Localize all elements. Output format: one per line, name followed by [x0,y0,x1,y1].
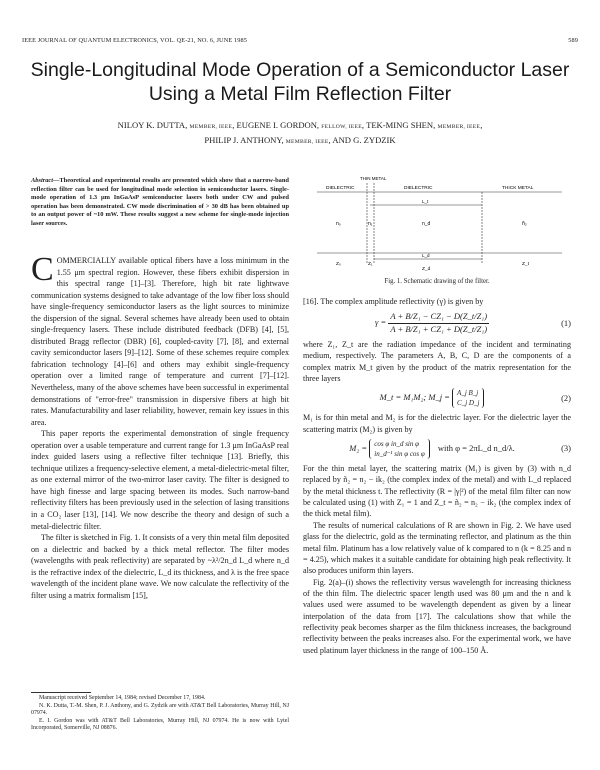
z0-label: Z₀ [336,262,341,267]
lt-label: L_t [422,199,429,204]
eq3-matrix [369,439,429,459]
eq1-numerator: A + B/Z₁ − CZ₁ − D(Z_t/Z₁) [388,311,489,323]
paragraph-text: OMMERCIALLY available optical fibers have a loss minimum in the 1.55 μm spectral region. However, these fibers exhibit dispersion in this spectral range [1]–[3]. Therefore, high bit rate lightwave communication systems designed to take advantage of the low fiber loss should have single-frequency semiconductor lasers as the light sources to minimize the dispersion of the signal. Several schemes have already been used to obtain single-frequency lasers. These include distributed feedback (DFB) [4], [5], distributed Bragg reflector (DBR) [6], coupled-cavity [7], [8], and external cavity semiconductor lasers [9]–[12]. Some of these schemes require complex fabrication technology [4]–[6] and others may exhibit single-frequency operation over a limited range of temperature and current [7]–[12]. Nevertheless, many of the above schemes have been successful in experimental demonstrations of "error-free" transmission in dispersive fibers at high bit rates. Manufacturability and laser reliability, however, remain key issues in this area. [31,256,289,427]
matrix-row: in_d⁻¹ sin φ cos φ [374,450,425,459]
footnote: Manuscript received September 14, 1984; revised December 17, 1984. [39,695,206,701]
author-list [40,119,560,149]
footnote: E. I. Gordon was with AT&T Bell Laboratories, Murray Hill, NJ 07974. He is now with Lytel Incorporated, Somerville, NJ 08876. [31,717,289,731]
paragraph: [16]. The complex amplitude reflectivity (γ) is given by [303,297,484,306]
paragraph: Fig. 2(a)–(i) shows the reflectivity versus wavelength for increasing thickness of the thin film. The dielectric spacer length used was 80 μm and the n and k values used were assumed to be wavelength dependent as given by a linear interpolation of the data from [17]. The calculations show that while the reflectivity peak becomes sharper as the film thickness increases, the background reflectivity between the peaks increases also. For the experimental work, we have used platinum layer thickness in the range of 100–150 Å. [303,577,571,655]
author-name: , EUGENE I. GORDON, [232,120,322,130]
eq1-denominator: A + B/Z₁ + CZ₁ + D(Z_t/Z₁) [390,323,488,334]
equation-number: (1) [561,317,571,328]
matrix-row: C_j D_j [457,399,480,408]
left-column-body [31,251,289,601]
dielectric-mid-label: DIELECTRIC [404,186,433,191]
paragraph: This paper reports the experimental demonstration of single frequency operation over a usable temperature and current range for 1.3 μm InGaAsP real index guided lasers using a reflective filter technique [13]. Briefly, this technique utilizes a frequency-selective element, a metal-dielectric-metal filter, as one external mirror of the two-mirror laser cavity. The filter is designed to have high finesse and large spacing between its modes. Such narrow-band reflectivity filters has been previously used in the selection of lasing transitions in a CO₂ laser [13], [14]. We now describe the theory and design of such a metal-dielectric filter. [31,429,289,531]
n0-label: n₀ [336,221,341,227]
author-name: , AND G. ZYDZIK [328,135,396,145]
matrix-row: cos φ in_d sin φ [374,440,419,449]
equation-number: (3) [561,443,571,454]
author-name: PHILIP J. ANTHONY, [204,135,286,145]
paragraph-intro [31,251,289,428]
author-membership: FELLOW, IEEE [321,124,362,130]
dielectric-left-label: DIELECTRIC [326,186,355,191]
paragraph: M₁ is for thin metal and M₂ is for the dielectric layer. For the dielectric layer the scattering matrix (M₂) is given by [303,413,571,434]
eq3-lhs: M₂ = [349,443,368,454]
filter-schematic [312,175,572,275]
equation-number: (2) [561,392,571,403]
eq2-lhs: M_t = M₁M₂; M_j = [379,392,450,403]
figure-1-caption: Fig. 1. Schematic drawing of the filter. [384,278,490,285]
author-name: , TEK-MING SHEN, [361,120,438,130]
eq2-matrix [452,388,484,408]
n1-label: n₁ [368,221,373,227]
equation-2 [303,388,571,408]
abstract-text: —Theoretical and experimental results are presented which show that a narrow-band reflection filter can be used for longitudinal mode selection in semiconductor lasers. Single-mode operation of 1.3 μm InGaAsP semiconductor lasers both under CW and pulsed operation has been demonstrated. CW mode discrimination of > 30 dB has been obtained up to an output power of ~10 mW. These results suggest a new scheme for single-mode injection laser sources. [31,177,289,227]
footnote-divider [31,692,91,693]
abstract [31,177,289,229]
zd-label: Z_d [422,267,431,272]
running-header [22,37,578,44]
equation-1-math [303,311,561,335]
eq1-lhs: γ = [374,317,387,328]
author-membership: MEMBER, IEEE [189,124,233,130]
matrix-row: A_j B_j [457,389,479,398]
paragraph: The filter is sketched in Fig. 1. It consists of a very thin metal film deposited on a dielectric and backed by a thick metal reflector. The filter modes (wavelengths with peak reflectivity) are separated by ~λ²/2n_d L_d where n_d is the refractive index of the dielectric, L_d its thickness, and λ is the free space wavelength of the incident plane wave. We now calculate the reflectivity of the filter using a matrix formalism [15], [31,533,289,600]
equation-3-math [303,439,561,459]
ld-label: L_d [422,253,430,258]
drop-cap: C [31,251,54,288]
footnote: N. K. Dutta, T.-M. Shen, P. J. Anthony, and G. Zydzik are with AT&T Bell Laboratories, Murray Hill, NJ 07974. [31,702,289,716]
eq3-condition: with φ = 2πL_d n_d/λ. [437,443,515,454]
equation-1 [303,311,571,335]
journal-name: IEEE JOURNAL OF QUANTUM ELECTRONICS, VOL. QE-21, NO. 6, JUNE 1985 [22,37,247,44]
footnotes [31,695,289,733]
nd-label: n_d [422,221,431,227]
equation-2-math [303,388,561,408]
thin-metal-label: THIN METAL [360,176,387,181]
author-separator: , [480,120,483,130]
page-number: 589 [568,37,578,44]
eq1-fraction [388,311,489,335]
author-line-1 [40,119,560,134]
paper-title: Single-Longitudinal Mode Operation of a Semiconductor Laser Using a Metal Film Reflection Filter [30,59,570,105]
paragraph: where Z₁, Z_t are the radiation impedance of the incident and terminating medium, respectively. The parameters A, B, C, D are the components of a complex matrix M_t given by the product of the matrix representation for the three layers [303,340,571,384]
paragraph: The results of numerical calculations of R are shown in Fig. 2. We have used glass for the dielectric, gold as the terminating reflector, and platinum as the thin metal film. Platinum has a low relatively value of k compared to n (k = 8.25 and n = 4.25), which makes it a suitable candidate for obtaining high peak reflectivity. It also produces uniform thin layers. [303,520,571,576]
abstract-label: Abstract [31,177,54,184]
paragraph: For the thin metal layer, the scattering matrix (M₁) is given by (3) with n_d replaced by ñ₂ = n₂ − ik₂ (the complex index of the metal) and with L_d replaced by the metal thickness t. The reflectivity (R = |γ|²) of the metal film filter can now be calculated using (1) with Z₁ = 1 and Z_t = ñ₂ = n₂ − ik₂ (the complex index of the thick metal film). [303,464,571,519]
equation-3 [303,439,571,459]
n2-label: ñ₂ [522,221,527,227]
author-name: NILOY K. DUTTA, [117,120,190,130]
z1-label: Z₁ [368,262,373,267]
author-membership: MEMBER, IEEE [437,124,481,130]
author-line-2 [40,134,560,149]
thick-metal-label: THICK METAL [502,186,534,191]
zt-label: Z_t [522,262,529,267]
figure-1 [312,175,572,285]
author-membership: MEMBER, IEEE [285,139,329,145]
right-column-body [303,296,571,656]
